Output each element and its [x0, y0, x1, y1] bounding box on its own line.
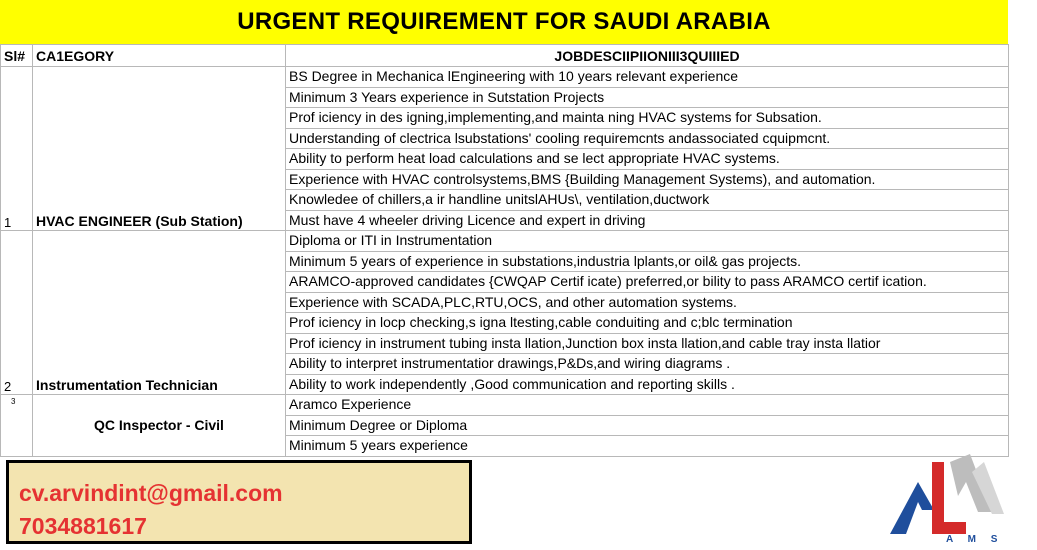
requirement-cell: Ability to interpret instrumentatior drawings,P&Ds,and wiring diagrams .	[286, 354, 1009, 375]
header-sl: Sl#	[1, 45, 33, 67]
row-sl: 1	[1, 67, 33, 231]
row-sl: 3	[1, 395, 33, 457]
page-title: URGENT REQUIREMENT FOR SAUDI ARABIA	[0, 0, 1008, 44]
requirement-cell: Prof iciency in des igning,implementing,and mainta ning HVAC systems for Subsation.	[286, 108, 1009, 129]
logo-blue-shape	[890, 482, 934, 534]
requirement-cell: Diploma or ITI in Instrumentation	[286, 231, 1009, 252]
table-row	[1, 67, 1009, 88]
requirement-cell: Experience with SCADA,PLC,RTU,OCS, and other automation systems.	[286, 292, 1009, 313]
table-row	[1, 231, 1009, 252]
requirement-cell: Ability to work independently ,Good communication and reporting skills .	[286, 374, 1009, 395]
ams-logo	[888, 452, 1008, 544]
row-category: Instrumentation Technician	[33, 231, 286, 395]
contact-phone[interactable]: 7034881617	[19, 513, 147, 539]
row-sl: 2	[1, 231, 33, 395]
contact-email[interactable]: cv.arvindint@gmail.com	[19, 480, 283, 506]
contact-box	[6, 460, 472, 544]
requirement-cell: Minimum 5 years experience	[286, 436, 1009, 457]
requirement-cell: BS Degree in Mechanica lEngineering with 10 years relevant experience	[286, 67, 1009, 88]
table-row	[1, 395, 1009, 416]
requirement-cell: Minimum Degree or Diploma	[286, 415, 1009, 436]
requirement-cell: ARAMCO-approved candidates {CWQAP Certif icate) preferred,or bility to pass ARAMCO certif ication.	[286, 272, 1009, 293]
requirement-cell: Understanding of clectrica lsubstations' cooling requiremcnts andassociated cquipmcnt.	[286, 128, 1009, 149]
requirement-cell: Must have 4 wheeler driving Licence and expert in driving	[286, 210, 1009, 231]
requirement-cell: Prof iciency in locp checking,s igna ltesting,cable conduiting and c;blc termination	[286, 313, 1009, 334]
requirement-cell: Experience with HVAC controlsystems,BMS {Building Management Systems), and automation.	[286, 169, 1009, 190]
logo-text: A M S	[946, 534, 1004, 544]
requirements-table	[0, 44, 1009, 457]
requirement-cell: Ability to perform heat load calculations and se lect appropriate HVAC systems.	[286, 149, 1009, 170]
requirement-cell: Knowledee of chillers,a ir handline unitslAHUs\, ventilation,ductwork	[286, 190, 1009, 211]
requirement-cell: Minimum 3 Years experience in Sutstation Projects	[286, 87, 1009, 108]
requirement-cell: Prof iciency in instrument tubing insta llation,Junction box insta llation,and cable tray insta llatior	[286, 333, 1009, 354]
requirement-cell: Aramco Experience	[286, 395, 1009, 416]
row-category: QC Inspector - Civil	[33, 395, 286, 457]
header-category: CA1EGORY	[33, 45, 286, 67]
header-job-description: JOBDESCIIPIIONIII3QUIIIED	[286, 45, 1009, 67]
table-header-row	[1, 45, 1009, 67]
row-category: HVAC ENGINEER (Sub Station)	[33, 67, 286, 231]
requirement-cell: Minimum 5 years of experience in substations,industria lplants,or oil& gas projects.	[286, 251, 1009, 272]
